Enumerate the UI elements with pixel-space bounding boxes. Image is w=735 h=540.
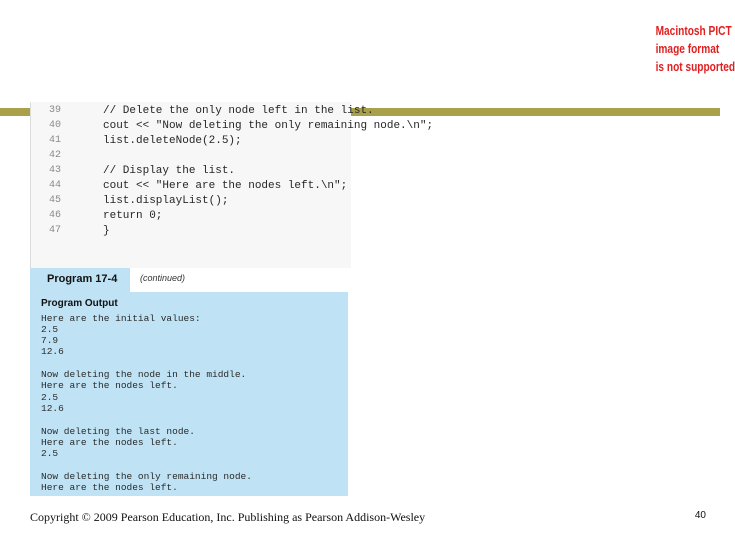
pict-notice-line-2: image format <box>655 41 720 56</box>
output-line: Now deleting the last node. <box>41 426 195 437</box>
copyright-footer: Copyright © 2009 Pearson Education, Inc. Publishing as Pearson Addison-Wesley <box>30 510 426 524</box>
output-line: 2.5 <box>41 448 59 459</box>
page-number: 40 <box>694 510 706 521</box>
output-line: Here are the nodes left. <box>41 437 178 448</box>
pict-unsupported-notice <box>655 22 735 76</box>
output-line: 12.6 <box>41 346 64 357</box>
line-number: 44 <box>49 180 62 191</box>
output-line: Here are the nodes left. <box>41 482 178 493</box>
line-number: 45 <box>49 195 62 206</box>
code-text: cout << "Here are the nodes left.\n"; <box>103 180 348 192</box>
program-title-tab <box>30 268 130 292</box>
line-number: 39 <box>49 105 62 116</box>
line-number: 43 <box>49 165 62 176</box>
line-number: 41 <box>49 135 62 146</box>
line-number: 47 <box>49 225 62 236</box>
code-text: list.displayList(); <box>103 195 229 207</box>
code-listing <box>30 102 434 268</box>
output-line: 7.9 <box>41 335 59 346</box>
pict-notice-line-3: is not supported <box>655 59 735 74</box>
line-number: 42 <box>49 150 62 161</box>
output-line: Now deleting the node in the middle. <box>41 369 247 380</box>
program-output-panel <box>30 292 348 496</box>
output-title: Program Output <box>41 298 118 309</box>
output-line: Now deleting the only remaining node. <box>41 471 252 482</box>
program-title: Program 17-4 <box>47 273 118 285</box>
line-number: 46 <box>49 210 62 221</box>
code-text: } <box>103 225 110 237</box>
output-line: 2.5 <box>41 324 59 335</box>
program-header <box>30 268 348 292</box>
output-line: Here are the nodes left. <box>41 380 178 391</box>
output-line: Here are the initial values: <box>41 313 201 324</box>
code-text: return 0; <box>103 210 163 222</box>
line-number: 40 <box>49 120 62 131</box>
code-text: list.deleteNode(2.5); <box>103 135 242 147</box>
program-continued-label: (continued) <box>140 273 186 283</box>
code-text: // Delete the only node left in the list. <box>103 105 374 117</box>
pict-notice-line-1: Macintosh PICT <box>655 23 732 38</box>
code-text: // Display the list. <box>103 165 236 177</box>
output-line: 2.5 <box>41 392 59 403</box>
output-line: 12.6 <box>41 403 64 414</box>
code-text: cout << "Now deleting the only remaining node.\n"; <box>103 120 434 132</box>
